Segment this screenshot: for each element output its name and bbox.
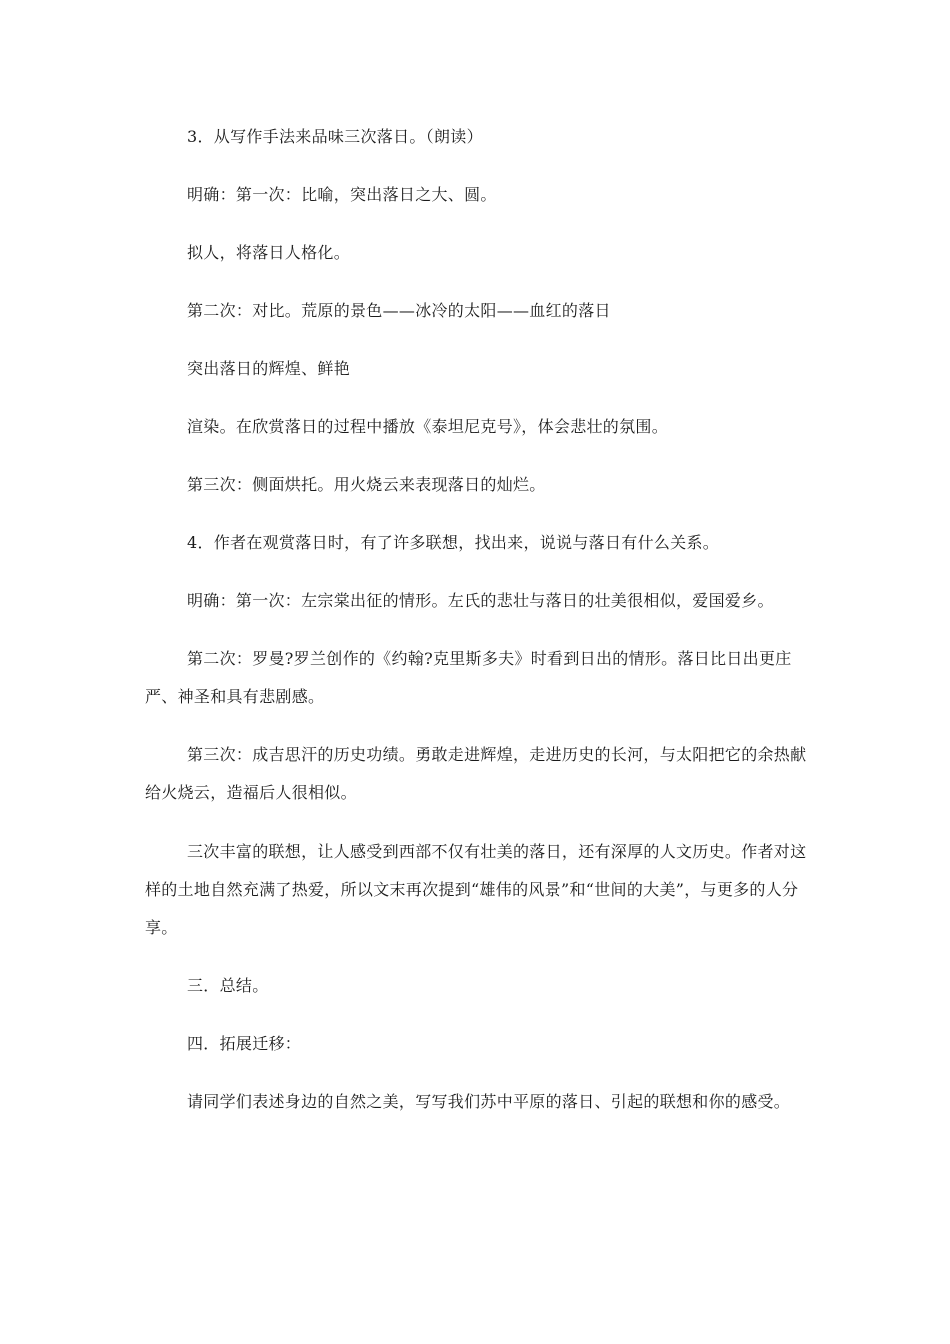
paragraph-extension-task: 请同学们表述身边的自然之美，写写我们苏中平原的落日、引起的联想和你的感受。	[187, 1092, 791, 1111]
paragraph-highlight-brilliance: 突出落日的辉煌、鲜艳	[187, 359, 351, 378]
paragraph-second-sunset-contrast: 第二次：对比。荒原的景色——冰冷的太阳——血红的落日	[187, 301, 611, 320]
section-heading-summary: 三．总结。	[187, 976, 269, 995]
paragraph-writing-technique-heading: 3．从写作手法来品味三次落日。（朗读）	[187, 127, 483, 146]
paragraph-first-sunset-metaphor: 明确：第一次：比喻，突出落日之大、圆。	[187, 185, 497, 204]
paragraph-personification: 拟人，将落日人格化。	[187, 243, 351, 262]
paragraph-associations-question: 4．作者在观赏落日时，有了许多联想，找出来，说说与落日有什么关系。	[187, 533, 720, 552]
paragraph-third-association: 第三次：成吉思汗的历史功绩。勇敢走进辉煌，走进历史的长河，与太阳把它的余热献给火烧云，造福后人很相似。	[145, 745, 807, 802]
paragraph-third-sunset-foil: 第三次：侧面烘托。用火烧云来表现落日的灿烂。	[187, 475, 546, 494]
paragraph-rendering: 渲染。在欣赏落日的过程中播放《泰坦尼克号》，体会悲壮的氛围。	[187, 417, 669, 436]
paragraph-summary-associations: 三次丰富的联想，让人感受到西部不仅有壮美的落日，还有深厚的人文历史。作者对这样的土地自然充满了热爱，所以文末再次提到“雄伟的风景”和“世间的大美”，与更多的人分享。	[145, 842, 807, 937]
paragraph-first-association: 明确：第一次：左宗棠出征的情形。左氏的悲壮与落日的壮美很相似，爱国爱乡。	[187, 591, 774, 610]
section-heading-extension: 四．拓展迁移：	[187, 1034, 302, 1053]
paragraph-second-association: 第二次：罗曼?罗兰创作的《约翰?克里斯多夫》时看到日出的情形。落日比日出更庄严、神圣和具有悲剧感。	[145, 649, 792, 706]
